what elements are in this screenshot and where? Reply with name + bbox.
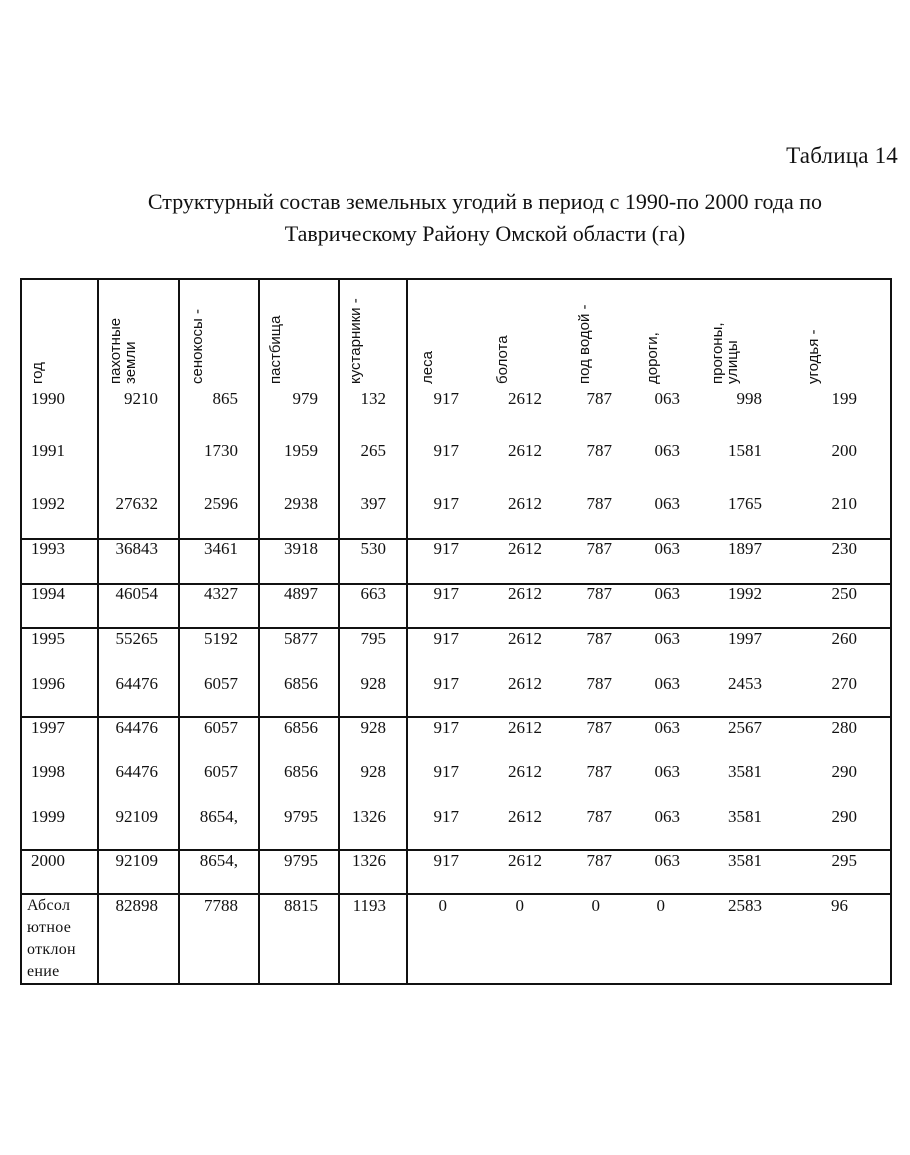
table-cell: 64476 <box>115 674 158 693</box>
table-column-rule <box>890 278 892 985</box>
table-column-rule <box>20 278 22 985</box>
column-header: дороги, <box>644 332 661 384</box>
deviation-cell: 2583 <box>728 896 762 915</box>
deviation-cell: 0 <box>591 896 600 915</box>
deviation-label-line: отклон <box>27 941 76 958</box>
table-cell: 917 <box>433 584 459 603</box>
deviation-cell: 82898 <box>115 896 158 915</box>
table-cell: 787 <box>586 762 612 781</box>
table-cell: 230 <box>831 539 857 558</box>
table-cell: 290 <box>831 762 857 781</box>
year-cell: 1992 <box>31 494 65 513</box>
table-cell: 3581 <box>728 851 762 870</box>
table-cell: 2596 <box>204 494 238 513</box>
table-cell: 6057 <box>204 718 238 737</box>
table-cell: 2612 <box>508 539 542 558</box>
table-cell: 5877 <box>284 629 318 648</box>
table-cell: 063 <box>654 441 680 460</box>
deviation-cell: 96 <box>831 896 848 915</box>
table-cell: 917 <box>433 718 459 737</box>
table-cell: 917 <box>433 389 459 408</box>
year-cell: 1996 <box>31 674 65 693</box>
table-cell: 787 <box>586 494 612 513</box>
deviation-cell: 0 <box>515 896 524 915</box>
table-cell: 917 <box>433 441 459 460</box>
table-cell: 2612 <box>508 807 542 826</box>
column-header: пастбища <box>267 315 284 384</box>
table-cell: 4327 <box>204 584 238 603</box>
column-header: пахотные земли <box>107 317 139 384</box>
table-cell: 290 <box>831 807 857 826</box>
table-cell: 270 <box>831 674 857 693</box>
year-cell: 2000 <box>31 851 65 870</box>
table-title-line-1: Структурный состав земельных угодий в период с 1990-по 2000 года по <box>147 189 823 214</box>
table-cell: 063 <box>654 629 680 648</box>
table-cell: 1326 <box>352 851 386 870</box>
table-cell: 1765 <box>728 494 762 513</box>
table-cell: 917 <box>433 629 459 648</box>
table-cell: 787 <box>586 718 612 737</box>
table-cell: 787 <box>586 441 612 460</box>
table-cell: 063 <box>654 762 680 781</box>
table-cell: 787 <box>586 629 612 648</box>
deviation-label-line: Абсол <box>27 897 71 914</box>
table-cell: 979 <box>292 389 318 408</box>
table-cell: 3918 <box>284 539 318 558</box>
year-cell: 1997 <box>31 718 65 737</box>
table-cell: 9795 <box>284 807 318 826</box>
table-cell: 210 <box>831 494 857 513</box>
table-cell: 2612 <box>508 441 542 460</box>
year-cell: 1993 <box>31 539 65 558</box>
deviation-cell: 0 <box>438 896 447 915</box>
table-rule <box>20 983 890 985</box>
table-cell: 3581 <box>728 762 762 781</box>
table-cell: 6856 <box>284 718 318 737</box>
table-cell: 063 <box>654 494 680 513</box>
table-cell: 2612 <box>508 494 542 513</box>
table-cell: 265 <box>360 441 386 460</box>
table-cell: 917 <box>433 539 459 558</box>
table-cell: 2453 <box>728 674 762 693</box>
table-rule <box>20 278 890 280</box>
table-cell: 2612 <box>508 762 542 781</box>
table-cell: 1992 <box>728 584 762 603</box>
table-cell: 6856 <box>284 762 318 781</box>
table-cell: 6057 <box>204 762 238 781</box>
table-cell: 9210 <box>124 389 158 408</box>
table-cell: 2938 <box>284 494 318 513</box>
table-cell: 2612 <box>508 584 542 603</box>
table-cell: 1897 <box>728 539 762 558</box>
table-cell: 928 <box>360 718 386 737</box>
deviation-label-line: ютное <box>27 919 72 936</box>
column-header: под водой - <box>576 304 593 384</box>
deviation-cell: 8815 <box>284 896 318 915</box>
table-cell: 865 <box>212 389 238 408</box>
table-cell: 063 <box>654 807 680 826</box>
table-cell: 92109 <box>115 807 158 826</box>
table-cell: 2612 <box>508 851 542 870</box>
table-cell: 928 <box>360 674 386 693</box>
table-cell: 063 <box>654 851 680 870</box>
table-cell: 917 <box>433 807 459 826</box>
table-cell: 280 <box>831 718 857 737</box>
table-cell: 063 <box>654 539 680 558</box>
table-cell: 795 <box>360 629 386 648</box>
table-cell: 6057 <box>204 674 238 693</box>
table-cell: 8654, <box>199 807 238 826</box>
table-cell: 27632 <box>115 494 158 513</box>
table-number-label: Таблица 14 <box>786 143 898 168</box>
table-cell: 9795 <box>284 851 318 870</box>
table-cell: 3581 <box>728 807 762 826</box>
table-cell: 64476 <box>115 762 158 781</box>
year-cell: 1990 <box>31 389 65 408</box>
year-cell: 1995 <box>31 629 65 648</box>
table-cell: 6856 <box>284 674 318 693</box>
column-header: кустарники - <box>347 298 364 384</box>
table-cell: 46054 <box>115 584 158 603</box>
column-header: болота <box>494 335 511 384</box>
table-cell: 132 <box>360 389 386 408</box>
table-cell: 36843 <box>115 539 158 558</box>
table-cell: 787 <box>586 674 612 693</box>
table-cell: 787 <box>586 584 612 603</box>
table-cell: 295 <box>831 851 857 870</box>
table-cell: 787 <box>586 851 612 870</box>
table-cell: 92109 <box>115 851 158 870</box>
table-cell: 397 <box>360 494 386 513</box>
table-cell: 2612 <box>508 718 542 737</box>
table-cell: 2567 <box>728 718 762 737</box>
table-cell: 4897 <box>284 584 318 603</box>
table-cell: 063 <box>654 584 680 603</box>
table-cell: 928 <box>360 762 386 781</box>
table-cell: 787 <box>586 539 612 558</box>
year-cell: 1998 <box>31 762 65 781</box>
table-cell: 64476 <box>115 718 158 737</box>
year-cell: 1991 <box>31 441 65 460</box>
table-cell: 1997 <box>728 629 762 648</box>
year-cell: 1994 <box>31 584 65 603</box>
table-cell: 1959 <box>284 441 318 460</box>
table-cell: 1326 <box>352 807 386 826</box>
table-cell: 3461 <box>204 539 238 558</box>
table-cell: 55265 <box>115 629 158 648</box>
table-cell: 663 <box>360 584 386 603</box>
column-header: угодья - <box>805 329 822 384</box>
table-rule <box>20 893 890 895</box>
table-cell: 1581 <box>728 441 762 460</box>
table-cell: 2612 <box>508 389 542 408</box>
table-cell: 917 <box>433 851 459 870</box>
table-cell: 787 <box>586 389 612 408</box>
table-cell: 787 <box>586 807 612 826</box>
table-cell: 2612 <box>508 629 542 648</box>
table-cell: 260 <box>831 629 857 648</box>
table-cell: 063 <box>654 718 680 737</box>
deviation-label-line: ение <box>27 963 60 980</box>
column-header: год <box>29 362 46 384</box>
deviation-cell: 7788 <box>204 896 238 915</box>
table-cell: 917 <box>433 674 459 693</box>
column-header: сенокосы - <box>189 309 206 384</box>
table-cell: 063 <box>654 674 680 693</box>
table-cell: 199 <box>831 389 857 408</box>
table-cell: 2612 <box>508 674 542 693</box>
table-cell: 917 <box>433 762 459 781</box>
year-cell: 1999 <box>31 807 65 826</box>
column-header: леса <box>419 351 436 384</box>
table-cell: 200 <box>831 441 857 460</box>
table-cell: 530 <box>360 539 386 558</box>
column-header: прогоны, улицы <box>709 322 741 384</box>
table-cell: 998 <box>736 389 762 408</box>
deviation-cell: 1193 <box>352 896 386 915</box>
table-cell: 5192 <box>204 629 238 648</box>
table-title-line-2: Таврическому Району Омской области (га) <box>284 221 686 246</box>
table-cell: 250 <box>831 584 857 603</box>
deviation-cell: 0 <box>656 896 665 915</box>
table-cell: 1730 <box>204 441 238 460</box>
table-cell: 063 <box>654 389 680 408</box>
table-cell: 917 <box>433 494 459 513</box>
table-cell: 8654, <box>199 851 238 870</box>
